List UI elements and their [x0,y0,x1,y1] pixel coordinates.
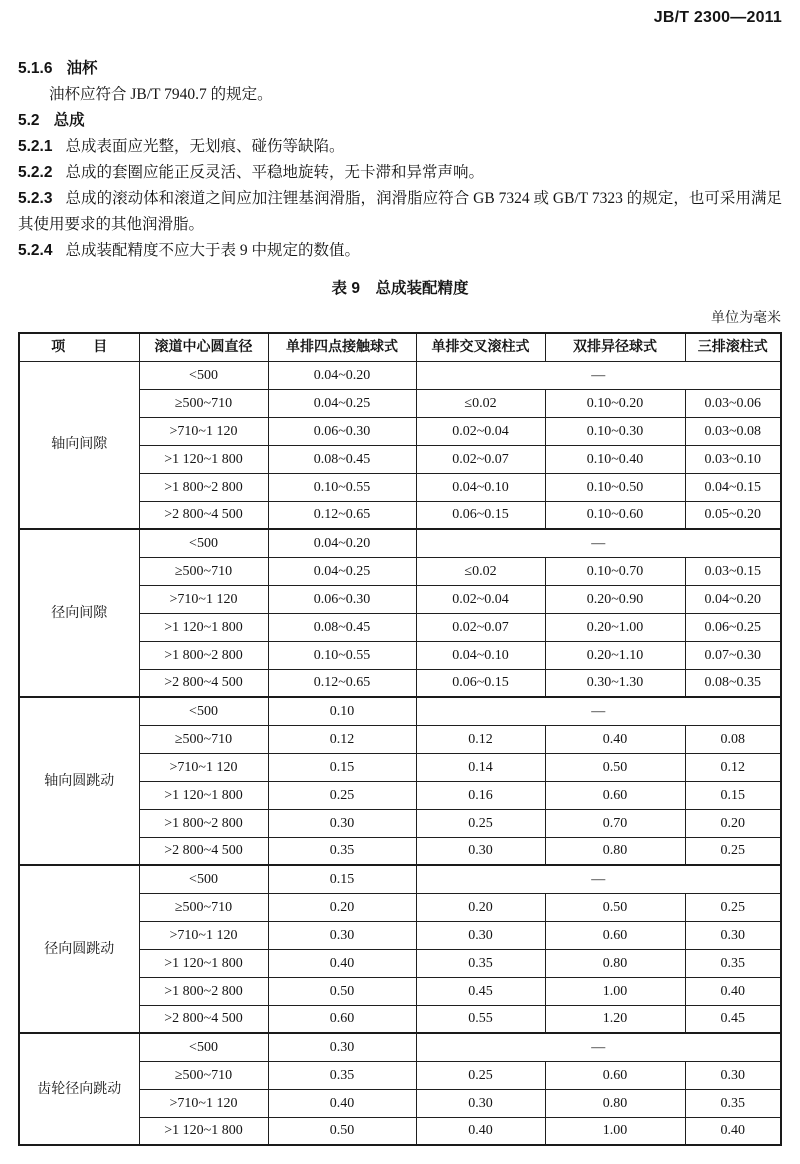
value-cell: 0.20~1.10 [545,641,685,669]
table-row [19,529,781,557]
clauses-block [18,56,782,264]
diameter-cell: >710~1 120 [139,585,268,613]
diameter-cell: <500 [139,697,268,725]
column-header: 双排异径球式 [545,333,685,361]
diameter-cell: >2 800~4 500 [139,1005,268,1033]
diameter-cell: ≥500~710 [139,1061,268,1089]
value-cell: 0.07~0.30 [685,641,781,669]
diameter-cell: <500 [139,361,268,389]
diameter-cell: >1 120~1 800 [139,613,268,641]
value-cell: 0.02~0.04 [416,417,545,445]
value-cell: 0.12 [685,753,781,781]
value-cell: 0.35 [685,949,781,977]
value-cell: 0.35 [268,837,416,865]
standard-code: JB/T 2300—2011 [653,9,782,26]
value-cell: 0.45 [416,977,545,1005]
value-cell: 0.15 [268,753,416,781]
value-cell: 0.04~0.20 [685,585,781,613]
value-cell: 0.03~0.08 [685,417,781,445]
value-cell: 0.60 [545,781,685,809]
value-cell: 0.60 [545,921,685,949]
diameter-cell: >710~1 120 [139,921,268,949]
value-cell: 0.06~0.15 [416,669,545,697]
merged-dash-cell: — [416,1033,781,1061]
clause-heading [18,56,782,82]
value-cell: 0.02~0.04 [416,585,545,613]
diameter-cell: >2 800~4 500 [139,501,268,529]
value-cell: 0.30 [268,809,416,837]
value-cell: 0.25 [416,1061,545,1089]
diameter-cell: >1 120~1 800 [139,1117,268,1145]
value-cell: 0.15 [268,865,416,893]
value-cell: 0.10~0.55 [268,473,416,501]
diameter-cell: ≥500~710 [139,893,268,921]
clause-text: 总成装配精度不应大于表 9 中规定的数值。 [65,242,360,259]
value-cell: 0.08~0.45 [268,445,416,473]
item-cell: 齿轮径向跳动 [19,1033,139,1145]
value-cell: 0.80 [545,1089,685,1117]
value-cell: 0.25 [685,893,781,921]
value-cell: 0.30 [416,837,545,865]
value-cell: 0.20 [685,809,781,837]
clause-text: 油杯应符合 JB/T 7940.7 的规定。 [49,86,273,103]
value-cell: 0.08~0.35 [685,669,781,697]
value-cell: 0.03~0.10 [685,445,781,473]
diameter-cell: >1 800~2 800 [139,473,268,501]
table-header-row [19,333,781,361]
value-cell: 0.20 [268,893,416,921]
value-cell: 0.03~0.15 [685,557,781,585]
value-cell: 0.35 [268,1061,416,1089]
diameter-cell: ≥500~710 [139,557,268,585]
value-cell: 0.10 [268,697,416,725]
clause-text: 总成 [53,112,85,129]
clause-paragraph [18,238,782,264]
column-header: 滚道中心圆直径 [139,333,268,361]
clause-text: 总成的套圈应能正反灵活、平稳地旋转，无卡滞和异常声响。 [65,164,484,181]
value-cell: 0.05~0.20 [685,501,781,529]
value-cell: 0.10~0.20 [545,389,685,417]
value-cell: 0.60 [545,1061,685,1089]
column-header: 三排滚柱式 [685,333,781,361]
clause-paragraph [18,186,782,238]
table-row [19,865,781,893]
value-cell: 0.04~0.25 [268,557,416,585]
merged-dash-cell: — [416,361,781,389]
value-cell: 0.30~1.30 [545,669,685,697]
diameter-cell: >710~1 120 [139,753,268,781]
value-cell: 0.02~0.07 [416,613,545,641]
value-cell: 0.35 [416,949,545,977]
clause-text: 总成的滚动体和滚道之间应加注锂基润滑脂，润滑脂应符合 GB 7324 或 GB/T 7323 的规定，也可采用满足其使用要求的其他润滑脂。 [18,190,782,233]
value-cell: 0.10~0.40 [545,445,685,473]
value-cell: 0.45 [685,1005,781,1033]
value-cell: 0.04~0.20 [268,361,416,389]
clause-paragraph [18,134,782,160]
value-cell: 0.04~0.10 [416,473,545,501]
value-cell: 0.40 [685,977,781,1005]
value-cell: 0.10~0.30 [545,417,685,445]
value-cell: 0.03~0.06 [685,389,781,417]
value-cell: 0.40 [545,725,685,753]
item-cell: 轴向圆跳动 [19,697,139,865]
diameter-cell: ≥500~710 [139,725,268,753]
value-cell: 0.04~0.20 [268,529,416,557]
clause-heading [18,108,782,134]
value-cell: 0.70 [545,809,685,837]
column-header: 单排交叉滚柱式 [416,333,545,361]
value-cell: 0.12 [268,725,416,753]
table-row [19,361,781,389]
table-body [19,361,781,1145]
value-cell: 0.30 [268,921,416,949]
value-cell: 0.50 [545,753,685,781]
diameter-cell: >1 120~1 800 [139,445,268,473]
diameter-cell: <500 [139,1033,268,1061]
value-cell: 0.30 [685,1061,781,1089]
value-cell: 0.20~1.00 [545,613,685,641]
value-cell: ≤0.02 [416,389,545,417]
value-cell: 0.30 [416,921,545,949]
value-cell: 0.10~0.55 [268,641,416,669]
value-cell: 1.00 [545,977,685,1005]
value-cell: 1.20 [545,1005,685,1033]
value-cell: 0.30 [268,1033,416,1061]
value-cell: 0.04~0.25 [268,389,416,417]
clause-number: 5.2.3 [18,190,53,207]
value-cell: 0.20 [416,893,545,921]
merged-dash-cell: — [416,697,781,725]
clause-number: 5.2 [18,112,40,129]
clause-number: 5.2.4 [18,242,53,259]
value-cell: 0.50 [545,893,685,921]
value-cell: 0.04~0.10 [416,641,545,669]
value-cell: 0.04~0.15 [685,473,781,501]
value-cell: 0.55 [416,1005,545,1033]
diameter-cell: <500 [139,529,268,557]
value-cell: 1.00 [545,1117,685,1145]
clause-number: 5.1.6 [18,60,53,77]
value-cell: 0.20~0.90 [545,585,685,613]
value-cell: 0.08~0.45 [268,613,416,641]
value-cell: 0.80 [545,949,685,977]
value-cell: 0.80 [545,837,685,865]
value-cell: 0.06~0.25 [685,613,781,641]
value-cell: 0.15 [685,781,781,809]
item-cell: 径向间隙 [19,529,139,697]
value-cell: 0.14 [416,753,545,781]
clause-paragraph [18,160,782,186]
value-cell: 0.12~0.65 [268,669,416,697]
clause-text: 总成表面应光整，无划痕、碰伤等缺陷。 [65,138,345,155]
diameter-cell: <500 [139,865,268,893]
assembly-precision-table [18,332,782,1146]
diameter-cell: >1 120~1 800 [139,949,268,977]
diameter-cell: >1 800~2 800 [139,641,268,669]
diameter-cell: >2 800~4 500 [139,669,268,697]
value-cell: 0.30 [416,1089,545,1117]
value-cell: 0.25 [685,837,781,865]
table-header [19,333,781,361]
diameter-cell: >2 800~4 500 [139,837,268,865]
value-cell: 0.25 [416,809,545,837]
table-row [19,1033,781,1061]
clause-paragraph [18,82,782,108]
clause-text: 油杯 [66,60,98,77]
value-cell: 0.12~0.65 [268,501,416,529]
merged-dash-cell: — [416,865,781,893]
value-cell: 0.06~0.15 [416,501,545,529]
diameter-cell: >1 120~1 800 [139,781,268,809]
table-title: 表 9 总成装配精度 [331,280,469,297]
value-cell: 0.02~0.07 [416,445,545,473]
diameter-cell: >1 800~2 800 [139,977,268,1005]
value-cell: 0.06~0.30 [268,417,416,445]
merged-dash-cell: — [416,529,781,557]
value-cell: 0.40 [685,1117,781,1145]
value-cell: 0.50 [268,1117,416,1145]
value-cell: 0.16 [416,781,545,809]
value-cell: 0.06~0.30 [268,585,416,613]
item-cell: 径向圆跳动 [19,865,139,1033]
clause-number: 5.2.2 [18,164,53,181]
diameter-cell: >710~1 120 [139,1089,268,1117]
unit-note: 单位为毫米 [711,311,781,326]
diameter-cell: >710~1 120 [139,417,268,445]
value-cell: 0.10~0.70 [545,557,685,585]
value-cell: 0.25 [268,781,416,809]
value-cell: 0.12 [416,725,545,753]
value-cell: ≤0.02 [416,557,545,585]
value-cell: 0.08 [685,725,781,753]
value-cell: 0.40 [268,1089,416,1117]
value-cell: 0.40 [268,949,416,977]
value-cell: 0.35 [685,1089,781,1117]
value-cell: 0.30 [685,921,781,949]
clause-number: 5.2.1 [18,138,53,155]
column-header: 项 目 [19,333,139,361]
table-row [19,697,781,725]
value-cell: 0.40 [416,1117,545,1145]
value-cell: 0.60 [268,1005,416,1033]
item-cell: 轴向间隙 [19,361,139,529]
value-cell: 0.10~0.60 [545,501,685,529]
diameter-cell: ≥500~710 [139,389,268,417]
diameter-cell: >1 800~2 800 [139,809,268,837]
column-header: 单排四点接触球式 [268,333,416,361]
value-cell: 0.50 [268,977,416,1005]
value-cell: 0.10~0.50 [545,473,685,501]
